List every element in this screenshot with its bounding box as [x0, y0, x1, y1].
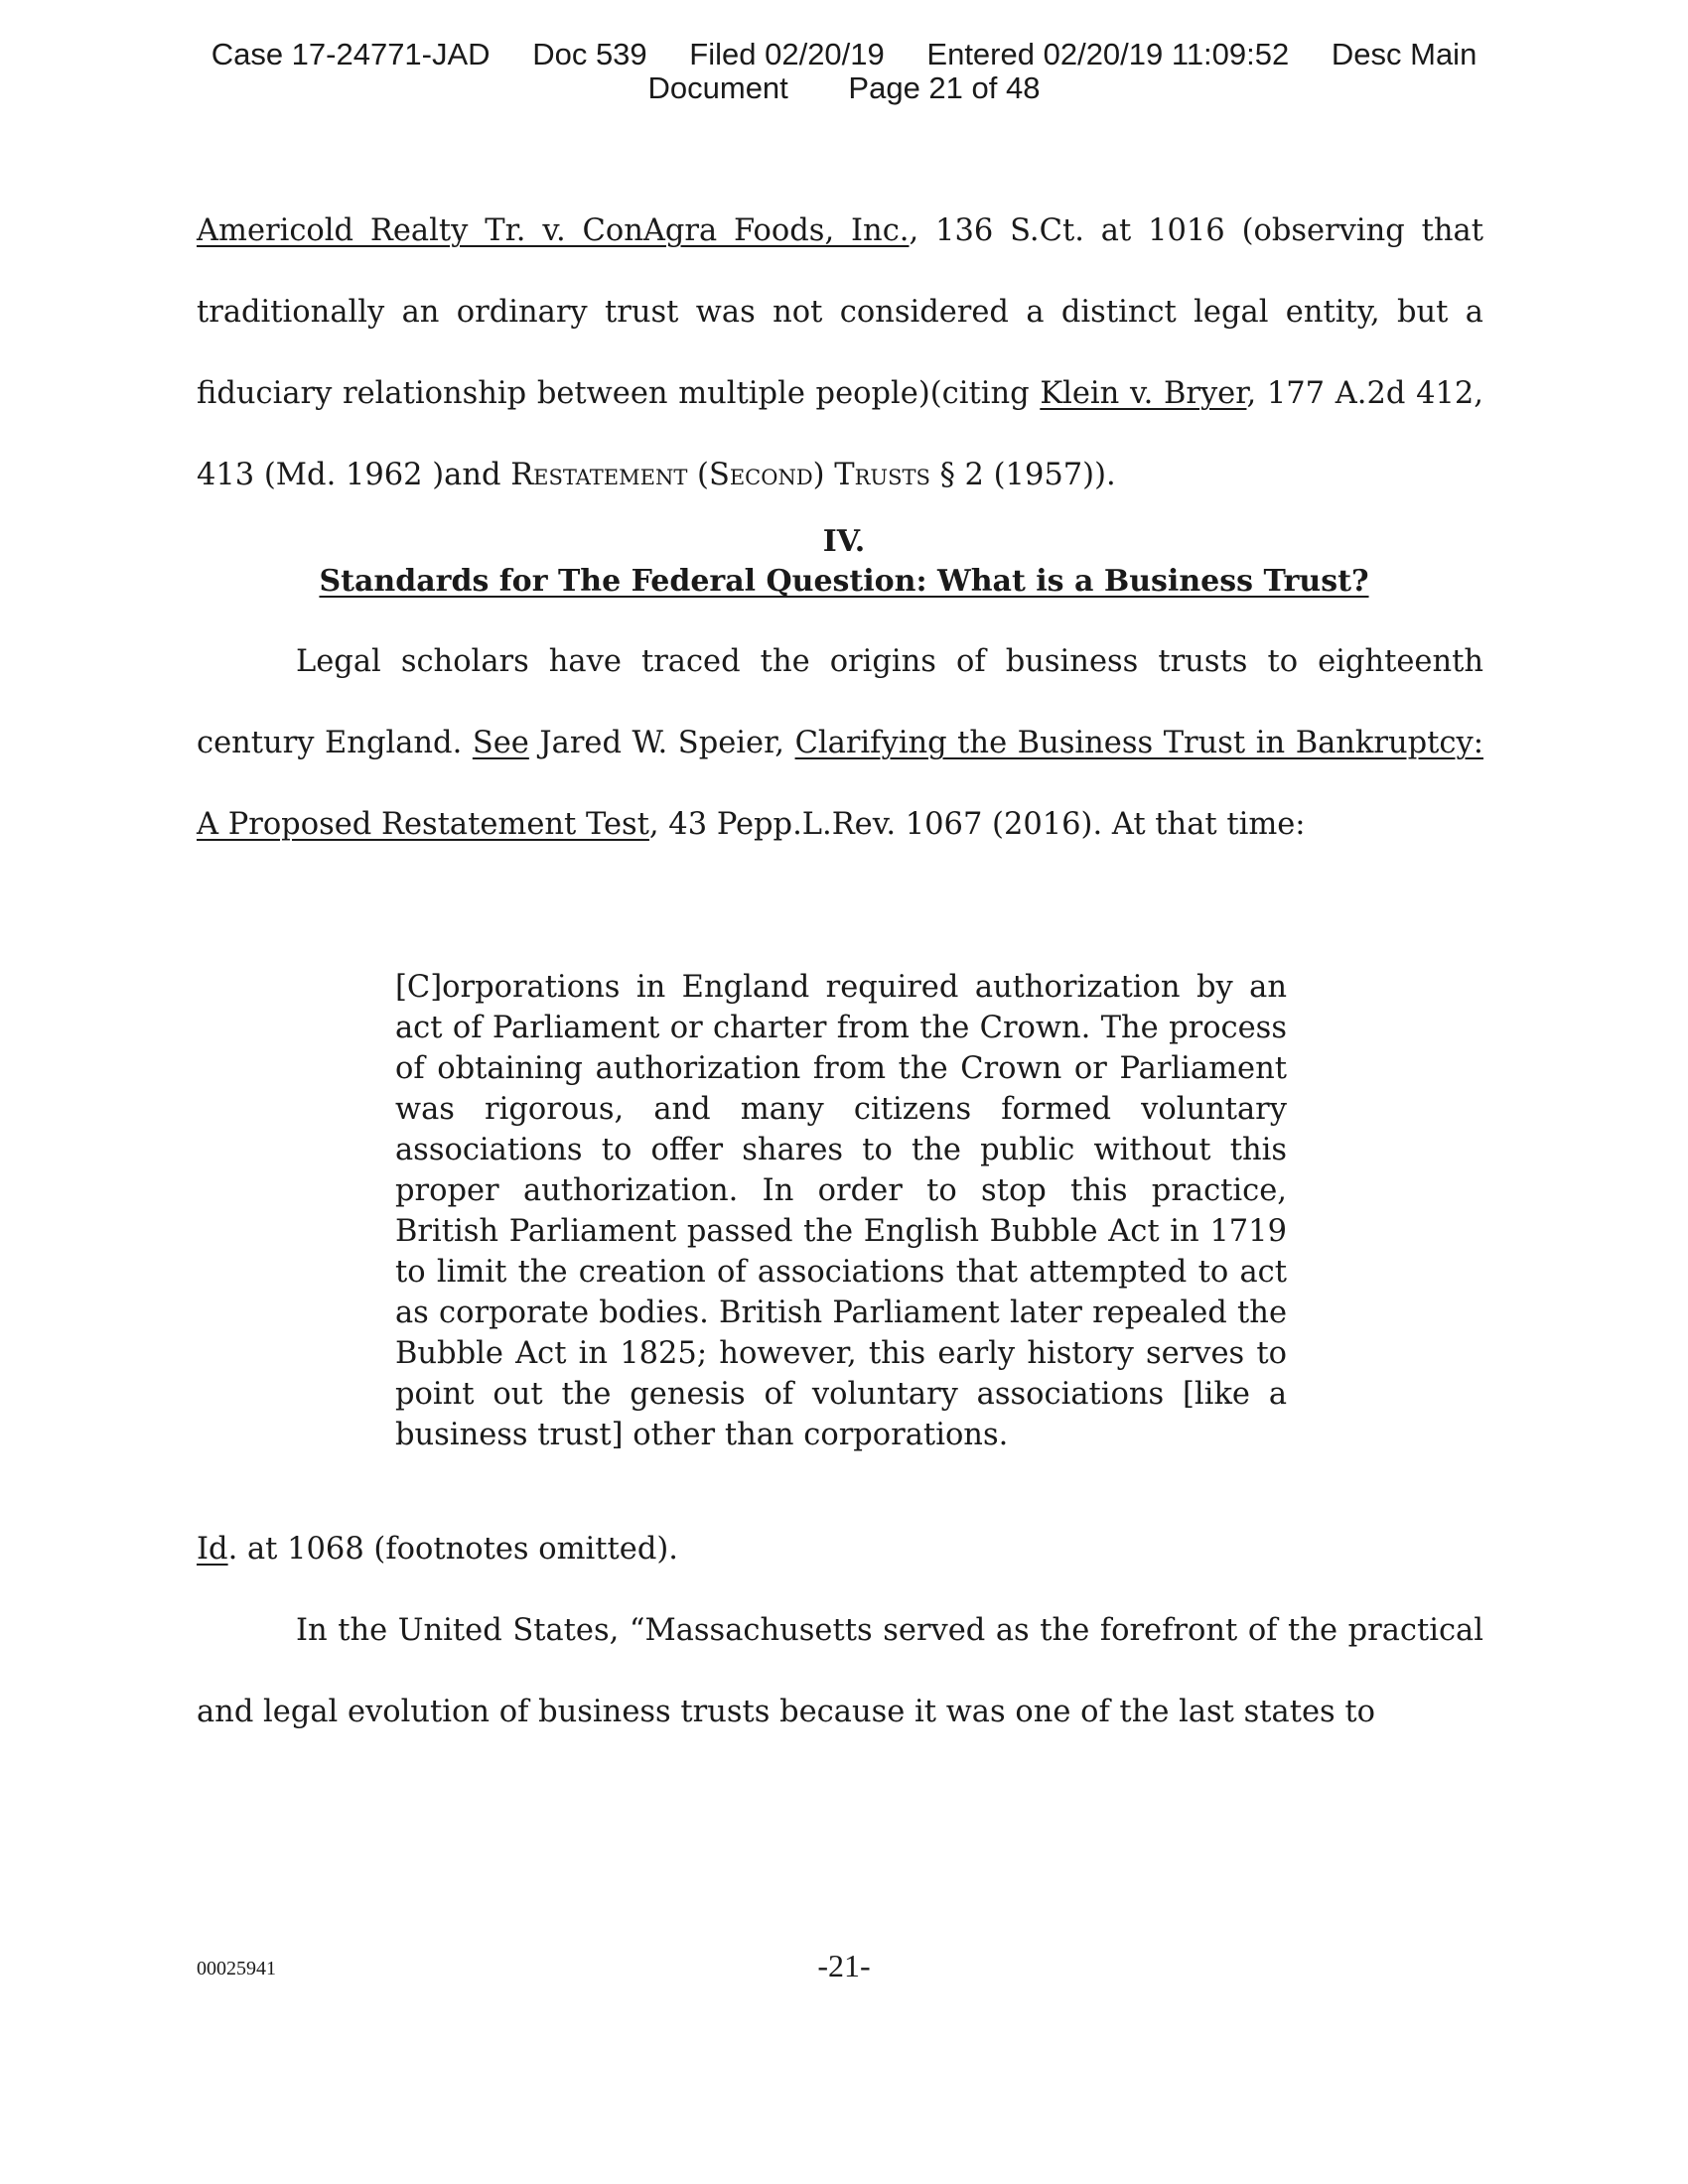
- paragraph-text: [197, 191, 1483, 516]
- text-run: Legal scholars have traced the origins of business trusts to eighteenth century England.: [197, 644, 1483, 760]
- ecf-header-line2: [0, 71, 1688, 105]
- text-run: (: [687, 458, 709, 492]
- id-citation: Id: [197, 1532, 228, 1567]
- paragraph-text: [197, 1509, 1483, 1590]
- section-title: Standards for The Federal Question: What is a Business Trust?: [319, 564, 1369, 599]
- section-heading: [0, 522, 1688, 602]
- text-run: Jared W. Speier,: [528, 726, 795, 760]
- text-run: , 136 S.Ct. at 1016 (observing that traditionally an ordinary trust was not considered a distinct legal entity, but a fiduciary relationship between multiple people)(citing: [197, 213, 1483, 411]
- paragraph-origins: [197, 621, 1483, 866]
- text-run: . at 1068 (footnotes omitted).: [227, 1532, 678, 1567]
- small-caps-text: Trusts: [834, 458, 930, 492]
- case-number: Case 17-24771-JAD: [211, 37, 491, 71]
- paragraph-americold: [197, 191, 1483, 516]
- paragraph-text: [197, 621, 1483, 866]
- case-citation: Klein v. Bryer: [1040, 376, 1247, 411]
- page-number: -21-: [817, 1948, 871, 1983]
- description: Desc Main: [1331, 37, 1477, 71]
- ecf-header: [0, 38, 1688, 105]
- block-quote: [C]orporations in England required authorization by an act of Parliament or charter from the Crown. The process of obtaining authorization from the Crown or Parliament was rigorous, and many citizens formed voluntary associations to offer shares to the public without this proper authorization. In order to stop this practice, British Parliament passed the English Bubble Act in 1719 to limit the creation of associations that attempted to act as corporate bodies. British Parliament later repealed the Bubble Act in 1825; however, this early history serves to point out the genesis of voluntary associations [like a business trust] other than corporations.: [395, 970, 1287, 1452]
- section-number: IV.: [822, 524, 866, 559]
- page-count: Page 21 of 48: [848, 70, 1041, 105]
- signal-see: See: [472, 726, 529, 760]
- text-run: , 177 A.2d 412, 413 (Md. 1962 )and: [197, 376, 1483, 492]
- small-caps-text: Second: [708, 458, 813, 492]
- document-id: 00025941: [197, 1958, 276, 1979]
- paragraph-text: In the United States, “Massachusetts served as the forefront of the practical and legal evolution of business trusts because it was one of the last states to: [197, 1613, 1483, 1729]
- doc-number: Doc 539: [532, 37, 647, 71]
- paragraph-massachusetts: [197, 1590, 1483, 1753]
- small-caps-text: Restatement: [510, 458, 688, 492]
- article-citation: Clarifying the Business Trust in Bankruptcy: A Proposed Restatement Test: [197, 726, 1484, 842]
- text-run: ): [812, 458, 835, 492]
- filed-date: Filed 02/20/19: [689, 37, 885, 71]
- ecf-header-line1: [0, 38, 1688, 71]
- document-label: Document: [647, 70, 788, 105]
- paragraph-id-cite: [197, 1509, 1483, 1590]
- entered-date: Entered 02/20/19 11:09:52: [926, 37, 1290, 71]
- text-run: § 2 (1957)).: [929, 458, 1116, 492]
- case-citation: Americold Realty Tr. v. ConAgra Foods, Inc.: [197, 213, 910, 248]
- text-run: , 43 Pepp.L.Rev. 1067 (2016). At that time:: [648, 807, 1306, 842]
